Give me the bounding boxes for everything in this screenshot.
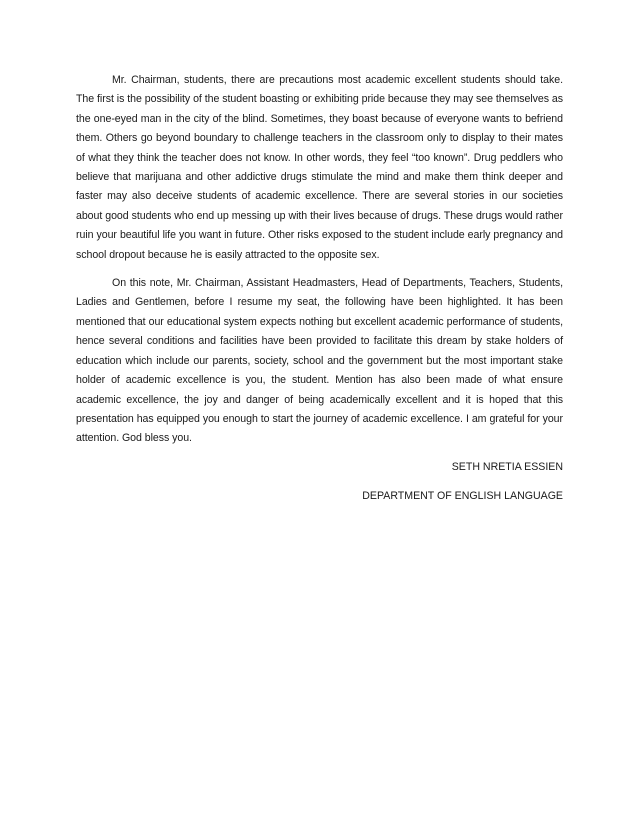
signature-name: SETH NRETIA ESSIEN [451, 460, 563, 473]
document-body [76, 71, 563, 507]
paragraph-precautions: Mr. Chairman, students, there are precautions most academic excellent students should take. The first is the possibility of the student boasting or exhibiting pride because they may see themselves as the one-eyed man in the city of the blind. Sometimes, they boast because of everyone wants to befriend them. Others go beyond boundary to challenge teachers in the classroom only to display to their mates of what they think the teacher does not know. In other words, they feel “too known”. Drug peddlers who believe that marijuana and other addictive drugs stimulate the mind and make them think deeper and faster may also deceive students of academic excellence. There are several stories in our societies about good students who end up messing up with their lives because of drugs. These drugs would rather ruin your beautiful life you want in future. Other risks exposed to the student include early pregnancy and school dropout because he is easily attracted to the opposite sex. [76, 74, 563, 261]
paragraph-conclusion: On this note, Mr. Chairman, Assistant Headmasters, Head of Departments, Teachers, Students, Ladies and Gentlemen, before I resume my seat, the following have been highlighted. It has been mentioned that our educational system expects nothing but excellent academic performance of students, hence several conditions and facilities have been provided to facilitate this dream by stake holders of education which include our parents, society, school and the government but the most important stake holder of academic excellence is you, the student. Mention has also been made of what ensure academic excellence, the joy and danger of being academically excellent and it is hoped that this presentation has equipped you enough to start the journey of academic excellence. I am grateful for your attention. God bless you. [76, 277, 563, 445]
signature-department: DEPARTMENT OF ENGLISH LANGUAGE [362, 490, 563, 503]
